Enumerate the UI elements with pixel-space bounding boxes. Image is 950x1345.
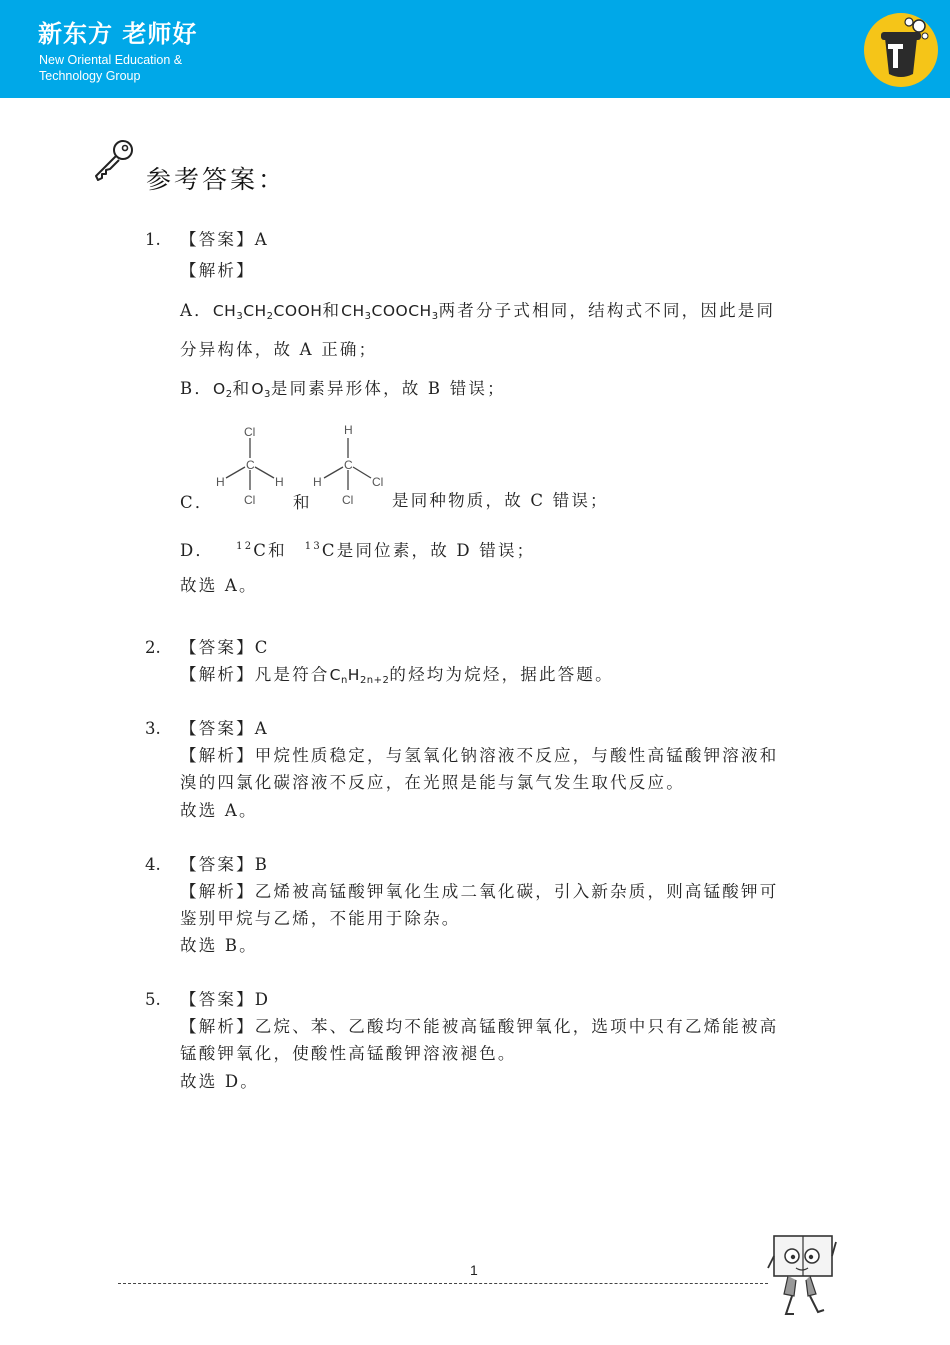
structure-ch2cl2-1 <box>212 420 292 510</box>
q1-a-and: 和 <box>322 301 342 320</box>
q1-option-a-line2: 分异构体，故 A 正确； <box>180 340 378 359</box>
q1-b-o2: $O_2$ <box>213 380 233 400</box>
brand-name-cn: 新东方 老师好 <box>38 20 198 48</box>
q1-a-formula-2: $CH_3COOCH_3$ <box>341 302 439 322</box>
q3-number: 3. <box>145 719 161 738</box>
q5-conclusion: 故选 D。 <box>180 1072 259 1091</box>
q1-d-rest: C是同位素，故 D 错误； <box>321 541 536 560</box>
q1-option-b <box>180 378 506 406</box>
q1-a-prefix: A． <box>180 301 213 320</box>
key-icon <box>90 136 138 184</box>
q5-analysis-line1: 【解析】乙烷、苯、乙酸均不能被高锰酸钾氧化，选项中只有乙烯能被高 <box>180 1017 779 1036</box>
q1-a-formula-1: $CH_3CH_2COOH$ <box>212 302 323 322</box>
q1-number: 1. <box>145 230 161 249</box>
q4-number: 4. <box>145 855 161 874</box>
q1-b-and: 和 <box>232 379 252 398</box>
q4-analysis-line2: 鉴别甲烷与乙烯，不能用于除杂。 <box>180 909 461 928</box>
mascot-book-icon <box>766 1232 838 1320</box>
page-number: 1 <box>470 1262 478 1278</box>
mol2-left: H <box>313 475 322 489</box>
brand-logo-icon <box>863 12 939 88</box>
q3-analysis-line2: 溴的四氯化碳溶液不反应，在光照是能与氯气发生取代反应。 <box>180 773 685 792</box>
q3-conclusion: 故选 A。 <box>180 801 258 820</box>
mol2-bottom: Cl <box>342 493 354 507</box>
q1-d-c12: C和 <box>253 541 287 560</box>
q2-analysis: 【解析】凡是符合$C_nH_{2n+2}$的烃均为烷烃，据此答题。 <box>180 665 614 686</box>
q2-answer: 【答案】C <box>180 638 270 657</box>
brand-en-line-2: Technology Group <box>39 69 141 83</box>
q4-analysis-line1: 【解析】乙烯被高锰酸钾氧化生成二氧化碳，引入新杂质，则高锰酸钾可 <box>180 882 779 901</box>
q4-answer: 【答案】B <box>180 855 270 874</box>
q4-conclusion: 故选 B。 <box>180 936 258 955</box>
q1-b-rest: 是同素异形体，故 B 错误； <box>270 379 506 398</box>
q1-analysis-label: 【解析】 <box>180 261 255 280</box>
q5-number: 5. <box>145 990 161 1009</box>
q5-analysis-line2: 锰酸钾氧化，使酸性高锰酸钾溶液褪色。 <box>180 1044 517 1063</box>
structure-ch2cl2-2 <box>308 420 392 510</box>
mol1-top: Cl <box>244 425 256 439</box>
mol2-top: H <box>344 423 353 437</box>
q1-c-rest: 是同种物质，故 C 错误； <box>392 491 609 510</box>
q1-answer: 【答案】A <box>180 230 269 249</box>
q2-number: 2. <box>145 638 161 657</box>
mol1-center: C <box>246 458 255 472</box>
q1-d-sup12: 12 <box>236 541 254 552</box>
q1-b-prefix: B． <box>180 379 214 398</box>
q1-conclusion: 故选 A。 <box>180 576 258 595</box>
q3-answer: 【答案】A <box>180 719 269 738</box>
q1-a-rest: 两者分子式相同，结构式不同，因此是同 <box>438 301 776 320</box>
q1-c-and: 和 <box>293 493 312 512</box>
mol2-right: Cl <box>372 475 384 489</box>
q1-d-sup13: 13 <box>304 541 322 552</box>
q3-analysis-line1: 【解析】甲烷性质稳定，与氢氧化钠溶液不反应，与酸性高锰酸钾溶液和 <box>180 746 779 765</box>
mol2-center: C <box>344 458 353 472</box>
footer-divider <box>118 1283 768 1284</box>
q1-d-prefix: D． <box>180 541 215 560</box>
q1-option-a-line1 <box>180 300 775 328</box>
mol1-right: H <box>275 475 284 489</box>
q1-option-d <box>180 536 535 562</box>
mol1-left: H <box>216 475 225 489</box>
q2-formula: $C_nH_{2n+2}$ <box>329 666 390 686</box>
brand-name-en <box>39 52 182 84</box>
q5-answer: 【答案】D <box>180 990 271 1009</box>
q1-c-prefix: C． <box>180 493 214 512</box>
section-title: 参考答案： <box>146 165 287 194</box>
q1-b-o3: $O_3$ <box>251 380 271 400</box>
brand-en-line-1: New Oriental Education & <box>39 53 183 67</box>
header-banner <box>0 0 950 98</box>
mol1-bottom: Cl <box>244 493 256 507</box>
